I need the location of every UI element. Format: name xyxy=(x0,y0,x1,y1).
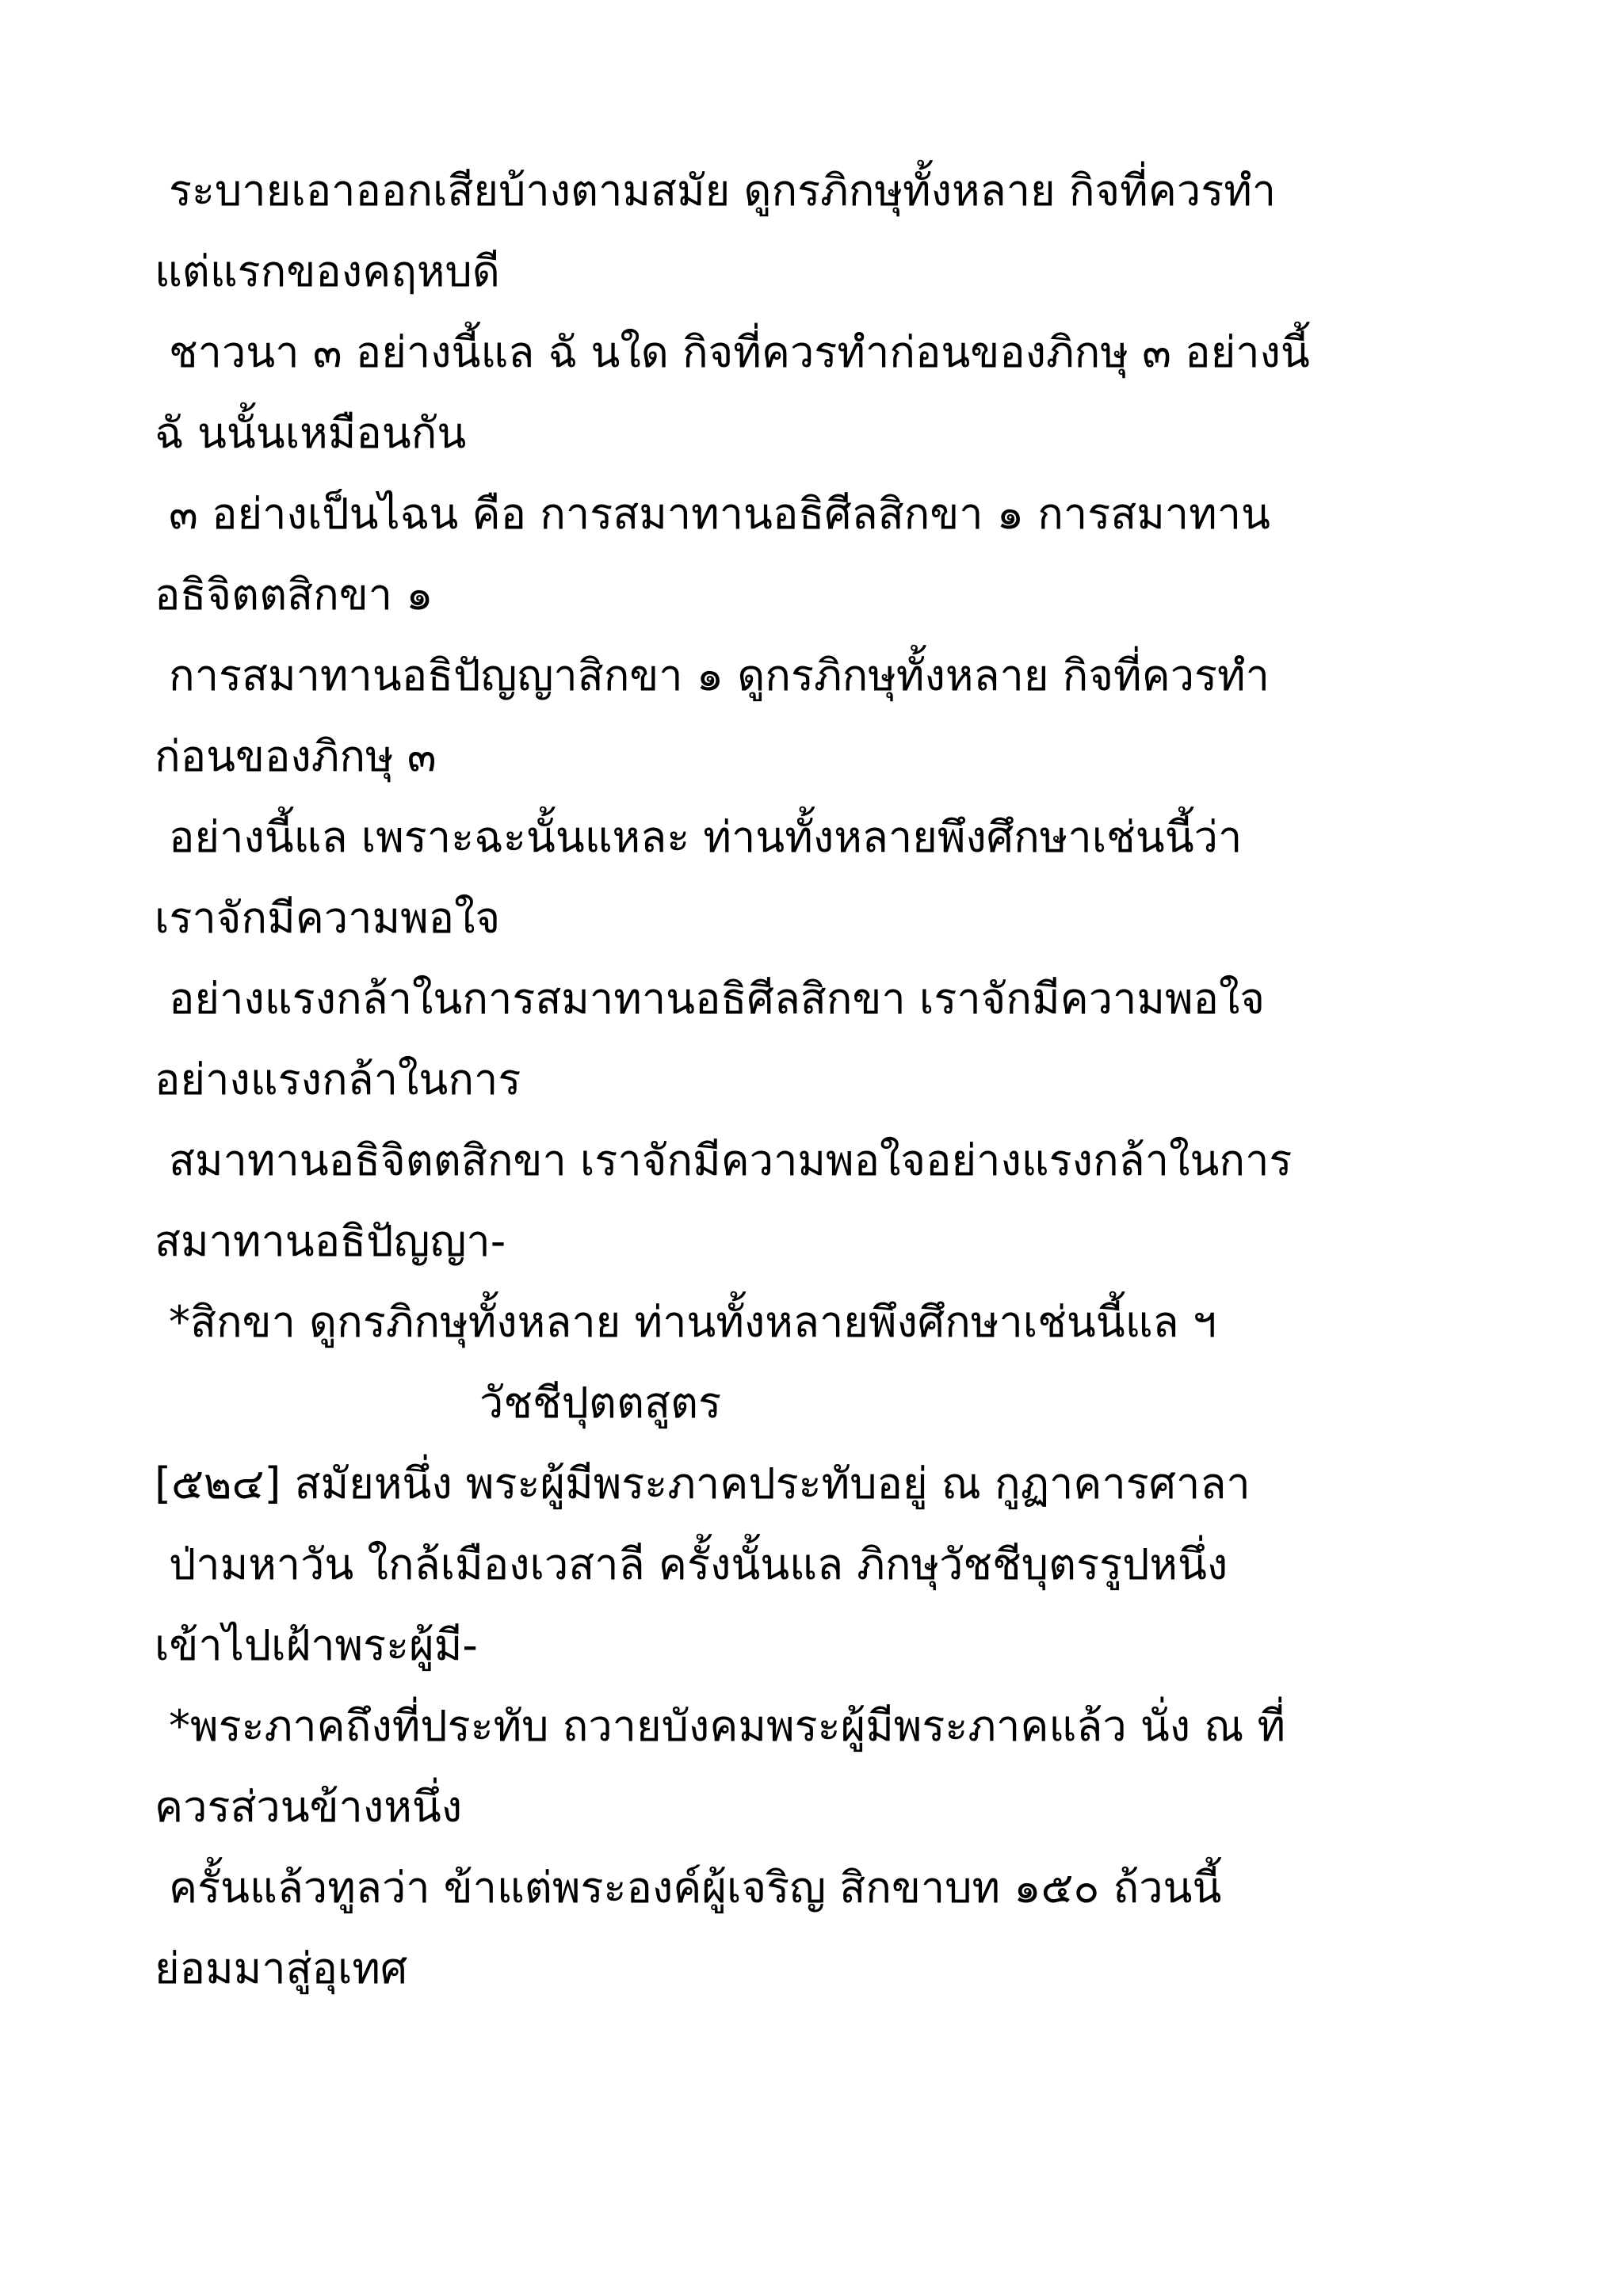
text-line: อธิจิตตสิกขา ๑ xyxy=(155,570,433,620)
text-line: ๓ อย่างเป็นไฉน คือ การสมาทานอธิศีลสิกขา ๑ การสมาทาน xyxy=(169,489,1270,539)
text-line: *สิกขา ดูกรภิกษุทั้งหลาย ท่านทั้งหลายพึงศึกษาเช่นนี้แล ฯ xyxy=(169,1297,1217,1347)
text-line: ชาวนา ๓ อย่างนี้แล ฉั นใด กิจที่ควรทำก่อนของภิกษุ ๓ อย่างนี้ xyxy=(169,327,1310,377)
text-line: เราจักมีความพอใจ xyxy=(155,893,501,943)
text-line: สมาทานอธิปัญญา- xyxy=(155,1216,506,1266)
document-body xyxy=(155,151,1502,2009)
text-line: ระบายเอาออกเสียบ้างตามสมัย ดูกรภิกษุทั้งหลาย กิจที่ควรทำ xyxy=(169,166,1277,215)
text-line: อย่างแรงกล้าในการสมาทานอธิศีลสิกขา เราจักมีความพอใจ xyxy=(169,974,1265,1024)
text-line: [๕๒๔] สมัยหนึ่ง พระผู้มีพระภาคประทับอยู่ ณ กูฏาคารศาลา xyxy=(155,1459,1251,1508)
text-line: การสมาทานอธิปัญญาสิกขา ๑ ดูกรภิกษุทั้งหลาย กิจที่ควรทำ xyxy=(169,650,1270,700)
text-line: อย่างแรงกล้าในการ xyxy=(155,1055,521,1104)
text-line: ควรส่วนข้างหนึ่ง xyxy=(155,1782,463,1832)
text-line: อย่างนี้แล เพราะฉะนั้นแหละ ท่านทั้งหลายพึงศึกษาเช่นนี้ว่า xyxy=(169,812,1243,862)
sutta-title: วัชชีปุตตสูตร xyxy=(479,1378,722,1428)
text-line: แต่แรกของคฤหบดี xyxy=(155,246,500,296)
text-line: ป่ามหาวัน ใกล้เมืองเวสาลี ครั้งนั้นแล ภิกษุวัชชีบุตรรูปหนึ่ง xyxy=(169,1539,1228,1589)
text-line: *พระภาคถึงที่ประทับ ถวายบังคมพระผู้มีพระภาคแล้ว นั่ง ณ ที่ xyxy=(169,1701,1286,1751)
text-line: ย่อมมาสู่อุเทศ xyxy=(155,1943,408,1993)
text-line: เข้าไปเฝ้าพระผู้มี- xyxy=(155,1620,478,1670)
text-line: สมาทานอธิจิตตสิกขา เราจักมีความพอใจอย่างแรงกล้าในการ xyxy=(169,1135,1293,1185)
text-line: ฉั นนั้นเหมือนกัน xyxy=(155,408,467,458)
text-line: ก่อนของภิกษุ ๓ xyxy=(155,731,437,781)
text-line: ครั้นแล้วทูลว่า ข้าแต่พระองค์ผู้เจริญ สิกขาบท ๑๕๐ ถ้วนนี้ xyxy=(169,1863,1222,1913)
